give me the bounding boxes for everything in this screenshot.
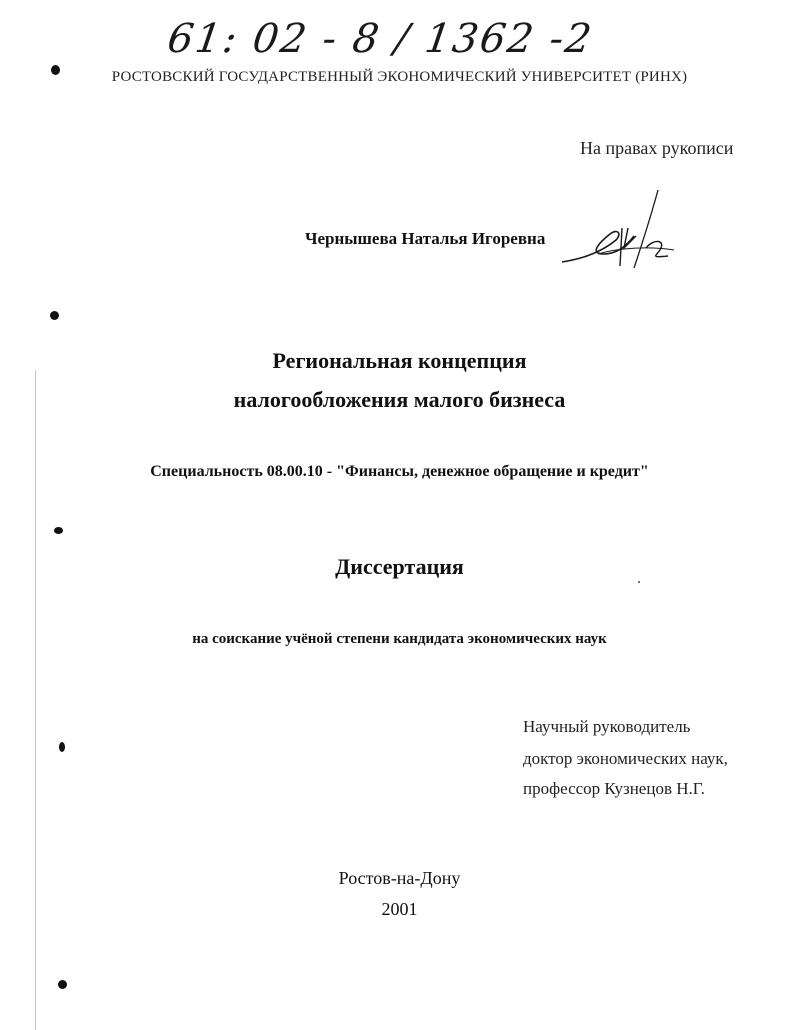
- supervisor-degree: доктор экономических наук,: [523, 749, 728, 768]
- university-name: РОСТОВСКИЙ ГОСУДАРСТВЕННЫЙ ЭКОНОМИЧЕСКИЙ УНИВЕРСИТЕТ (РИНХ): [111, 69, 688, 85]
- author-name: Чернышева Наталья Игоревна: [305, 229, 546, 248]
- manuscript-note: На правах рукописи: [580, 138, 734, 158]
- punch-hole-mark: [59, 742, 65, 752]
- handwritten-archive-code: 61: 02 - 8 / 1362 -2: [164, 16, 596, 62]
- supervisor-role: Научный руководитель: [523, 717, 691, 736]
- punch-hole-mark: [58, 980, 67, 989]
- dissertation-title-line-2: налогообложения малого бизнеса: [233, 387, 566, 412]
- speciality-line: Специальность 08.00.10 - "Финансы, денежное обращение и кредит": [150, 463, 649, 480]
- binding-edge-line: [35, 370, 36, 1030]
- scan-speck: [638, 581, 640, 583]
- dissertation-title-line-1: Региональная концепция: [272, 348, 527, 373]
- degree-line: на соискание учёной степени кандидата экономических наук: [192, 631, 607, 647]
- punch-hole-mark: [51, 65, 60, 75]
- year: 2001: [381, 899, 418, 919]
- punch-hole-mark: [54, 527, 63, 534]
- document-type: Диссертация: [335, 554, 464, 579]
- punch-hole-mark: [50, 311, 59, 320]
- supervisor-name: профессор Кузнецов Н.Г.: [523, 779, 705, 798]
- signature-icon: [558, 188, 678, 276]
- city: Ростов-на-Дону: [338, 868, 461, 888]
